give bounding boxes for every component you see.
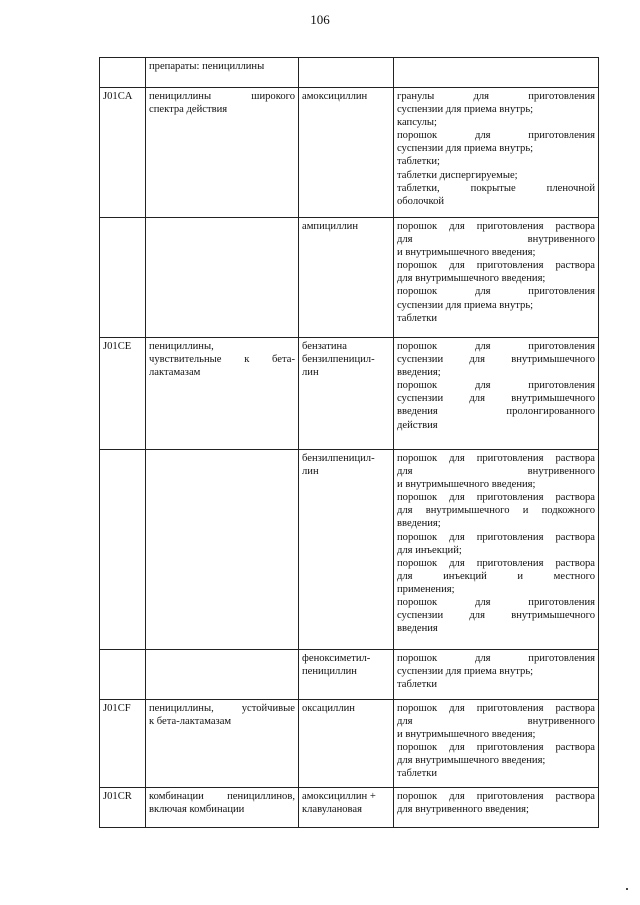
forms-line: порошок для приготовления раствора [397, 791, 595, 802]
drug-line: оксациллин [302, 703, 355, 714]
forms-line: капсулы; [397, 117, 437, 129]
forms-line: суспензии для внутримышечного [397, 393, 595, 405]
forms-line: суспензии для приема внутрь; [397, 666, 534, 678]
group-line: чувствительные к бета- [149, 354, 295, 366]
forms-line: введения; [397, 518, 441, 530]
forms-line: порошок для приготовления раствора [397, 492, 595, 504]
forms-cell [394, 58, 599, 88]
forms-line: оболочкой [397, 195, 445, 207]
drug-cell [299, 650, 394, 700]
atc-code-cell [100, 58, 146, 88]
forms-line: порошок для приготовления [397, 130, 595, 142]
group-line: пенициллины широкого [149, 91, 295, 102]
drug-table [99, 57, 599, 828]
forms-line: суспензии для приема внутрь; [397, 104, 534, 116]
forms-line: таблетки [397, 768, 438, 780]
page-number: 106 [310, 12, 330, 27]
forms-line: для внутримышечного введения; [397, 755, 546, 767]
forms-line: таблетки [397, 312, 438, 324]
forms-cell [394, 650, 599, 700]
group-cell [146, 218, 299, 338]
drug-cell [299, 788, 394, 828]
forms-line: порошок для приготовления раствора [397, 557, 595, 569]
forms-line: для внутривенного [397, 466, 595, 478]
table-row [100, 450, 599, 650]
forms-line: порошок для приготовления раствора [397, 221, 595, 232]
table-row [100, 700, 599, 788]
forms-line: для внутримышечного введения; [397, 273, 546, 285]
atc-code-cell [100, 788, 146, 828]
forms-line: для инъекций и местного [397, 570, 595, 582]
drug-line: бензилпеницил- [302, 453, 375, 464]
group-cell [146, 700, 299, 788]
drug-table-body [100, 58, 599, 828]
forms-line: таблетки диспергируемые; [397, 169, 518, 181]
forms-line: для инъекций; [397, 544, 462, 556]
drug-line: лин [302, 466, 319, 478]
atc-code: J01CR [103, 791, 132, 802]
drug-line: ампициллин [302, 221, 358, 232]
table-row [100, 650, 599, 700]
forms-line: для внутривенного [397, 716, 595, 728]
forms-line: и внутримышечного введения; [397, 479, 536, 491]
forms-line: порошок для приготовления [397, 380, 595, 392]
drug-line: амоксициллин [302, 91, 368, 102]
table-row [100, 338, 599, 450]
forms-line: суспензии для приема внутрь; [397, 299, 534, 311]
atc-code-cell [100, 450, 146, 650]
forms-line: порошок для приготовления [397, 341, 595, 352]
drug-line: лин [302, 367, 319, 379]
group-line: препараты: пенициллины [149, 61, 265, 72]
group-line: к бета-лактамазам [149, 716, 232, 728]
group-cell [146, 88, 299, 218]
group-line: пенициллины, устойчивые [149, 703, 295, 714]
drug-cell [299, 88, 394, 218]
forms-cell [394, 788, 599, 828]
forms-line: порошок для приготовления раствора [397, 453, 595, 464]
table-row [100, 218, 599, 338]
forms-line: действия [397, 419, 438, 431]
atc-code-cell [100, 650, 146, 700]
table-row [100, 58, 599, 88]
forms-line: порошок для приготовления [397, 653, 595, 664]
forms-line: для внутривенного введения; [397, 804, 529, 816]
group-line: комбинации пенициллинов, [149, 791, 295, 802]
forms-line: применения; [397, 583, 455, 595]
group-cell [146, 650, 299, 700]
group-line: лактамазам [149, 367, 201, 379]
atc-code-cell [100, 338, 146, 450]
forms-line: порошок для приготовления [397, 597, 595, 609]
forms-line: введения [397, 623, 438, 635]
drug-cell [299, 218, 394, 338]
forms-line: суспензии для внутримышечного [397, 354, 595, 366]
forms-line: порошок для приготовления раствора [397, 260, 595, 272]
atc-code: J01CF [103, 703, 131, 714]
atc-code: J01CE [103, 341, 132, 352]
forms-cell [394, 218, 599, 338]
drug-cell [299, 700, 394, 788]
atc-code-cell [100, 700, 146, 788]
group-line: включая комбинации [149, 804, 245, 816]
forms-line: и внутримышечного введения; [397, 247, 536, 259]
forms-cell [394, 88, 599, 218]
forms-line: порошок для приготовления раствора [397, 703, 595, 714]
forms-line: порошок для приготовления [397, 286, 595, 298]
group-cell [146, 58, 299, 88]
atc-code: J01CA [103, 91, 133, 102]
drug-line: амоксициллин + [302, 791, 376, 802]
group-line: пенициллины, [149, 341, 214, 352]
drug-cell [299, 450, 394, 650]
forms-line: порошок для приготовления раствора [397, 531, 595, 543]
drug-line: пенициллин [302, 666, 357, 678]
drug-cell [299, 58, 394, 88]
forms-cell [394, 450, 599, 650]
forms-line: введения; [397, 367, 441, 379]
group-cell [146, 788, 299, 828]
forms-line: для внутримышечного и подкожного [397, 505, 595, 517]
forms-line: суспензии для внутримышечного [397, 610, 595, 622]
table-row [100, 788, 599, 828]
scan-speck [626, 888, 628, 890]
forms-line: таблетки, покрытые пленочной [397, 182, 595, 194]
group-cell [146, 450, 299, 650]
forms-line: и внутримышечного введения; [397, 729, 536, 741]
drug-line: бензатина [302, 341, 347, 352]
group-cell [146, 338, 299, 450]
forms-line: таблетки [397, 679, 438, 691]
forms-cell [394, 338, 599, 450]
forms-line: гранулы для приготовления [397, 91, 595, 102]
forms-line: для внутривенного [397, 234, 595, 246]
forms-line: введения пролонгированного [397, 406, 595, 418]
drug-line: бензилпеницил- [302, 354, 375, 366]
atc-code-cell [100, 88, 146, 218]
group-line: спектра действия [149, 104, 228, 116]
forms-cell [394, 700, 599, 788]
drug-line: клавулановая [302, 804, 362, 816]
forms-line: таблетки; [397, 156, 440, 168]
forms-line: порошок для приготовления раствора [397, 742, 595, 754]
forms-line: суспензии для приема внутрь; [397, 143, 534, 155]
atc-code-cell [100, 218, 146, 338]
drug-line: феноксиметил- [302, 653, 371, 664]
drug-cell [299, 338, 394, 450]
table-row [100, 88, 599, 218]
